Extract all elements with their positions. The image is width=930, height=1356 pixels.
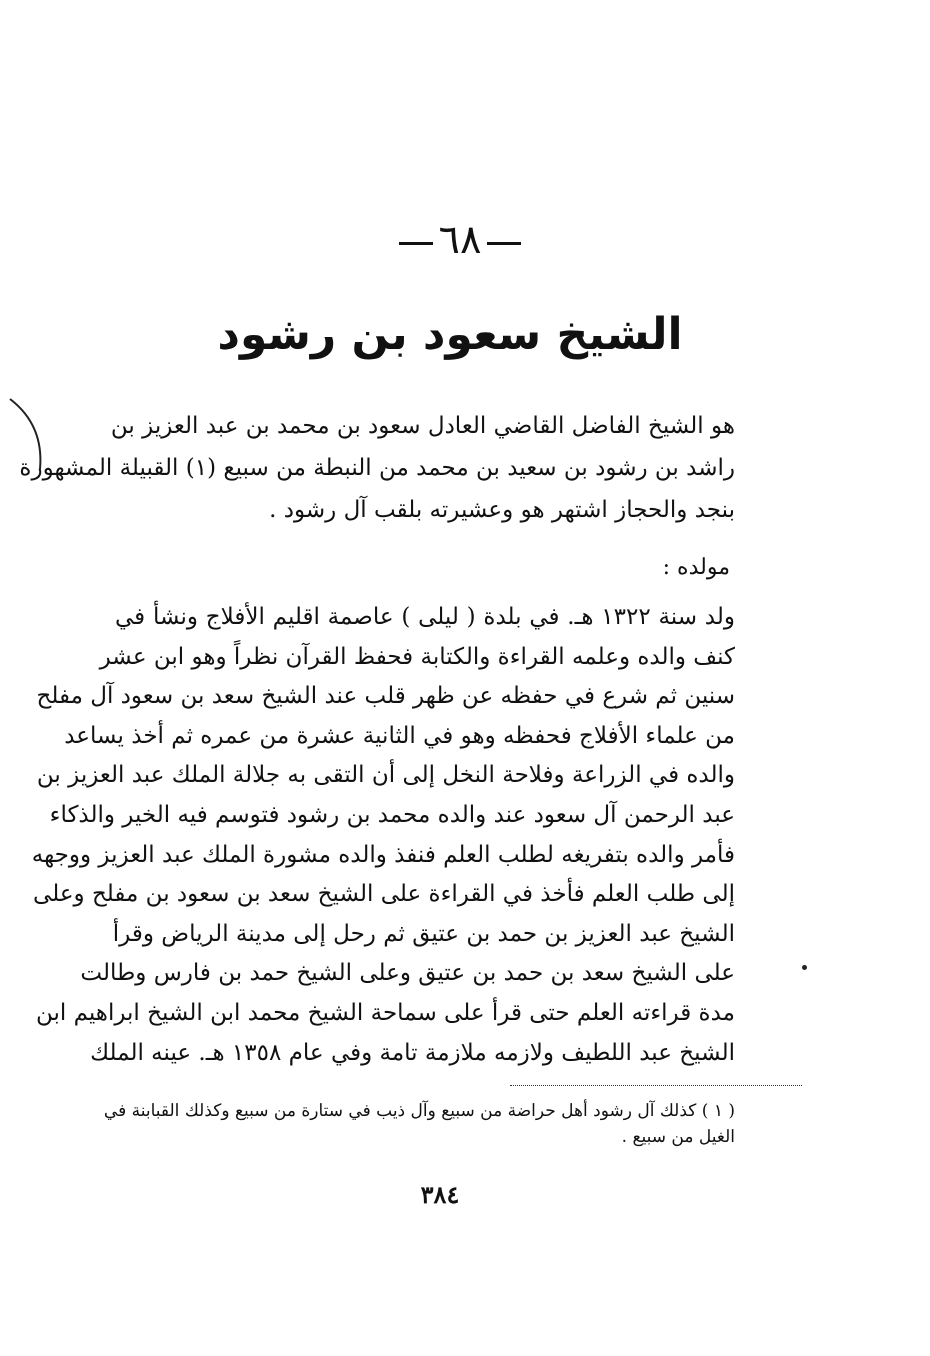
margin-dot bbox=[802, 965, 807, 970]
page-title: الشيخ سعود بن رشود bbox=[217, 309, 683, 360]
body-paragraph bbox=[31, 598, 735, 1073]
section-number-marker bbox=[360, 210, 560, 270]
left-dash bbox=[399, 242, 433, 245]
footnote-divider bbox=[510, 1085, 802, 1086]
footnote-line: ( ١ ) كذلك آل رشود أهل حراضة من سبيع وآل ذيب في ستارة من سبيع وكذلك القبابنة في bbox=[103, 1101, 735, 1121]
footnote bbox=[103, 1098, 735, 1150]
footnote-line: الغيل من سبيع . bbox=[621, 1127, 735, 1147]
body-line: فأمر والده بتفريغه لطلب العلم فنفذ والده مشورة الملك عبد العزيز ووجهه bbox=[31, 841, 735, 868]
section-subheading: مولده : bbox=[662, 555, 730, 580]
right-dash bbox=[487, 242, 521, 245]
page-number: ٣٨٤ bbox=[420, 1180, 460, 1209]
body-line: الشيخ عبد العزيز بن حمد بن عتيق ثم رحل إلى مدينة الرياض وقرأ bbox=[112, 920, 735, 947]
body-line: سنين ثم شرع في حفظه عن ظهر قلب عند الشيخ سعد بن سعود آل مفلح bbox=[36, 683, 735, 710]
body-line: كنف والده وعلمه القراءة والكتابة فحفظ القرآن نظراً وهو ابن عشر bbox=[99, 643, 735, 670]
body-line: والده في الزراعة وفلاحة النخل إلى أن التقى به جلالة الملك عبد العزيز بن bbox=[36, 762, 735, 789]
body-line: الشيخ عبد اللطيف ولازمه ملازمة تامة وفي عام ١٣٥٨ هـ. عينه الملك bbox=[90, 1039, 735, 1066]
intro-line: بنجد والحجاز اشتهر هو وعشيرته بلقب آل رشود . bbox=[269, 497, 735, 523]
body-line: على الشيخ سعد بن حمد بن عتيق وعلى الشيخ حمد بن فارس وطالت bbox=[80, 960, 735, 987]
body-line: مدة قراءته العلم حتى قرأ على سماحة الشيخ محمد ابن الشيخ ابراهيم ابن bbox=[35, 999, 735, 1026]
intro-line: راشد بن رشود بن سعيد بن محمد من النبطة من سبيع (١) القبيلة المشهورة bbox=[19, 455, 735, 481]
intro-line: هو الشيخ الفاضل القاضي العادل سعود بن محمد بن عبد العزيز بن bbox=[110, 413, 735, 439]
body-line: ولد سنة ١٣٢٢ هـ. في بلدة ( ليلى ) عاصمة اقليم الأفلاج ونشأ في bbox=[115, 604, 735, 630]
body-line: إلى طلب العلم فأخذ في القراءة على الشيخ سعد بن سعود بن مفلح وعلى bbox=[33, 881, 735, 908]
section-number: ٦٨ bbox=[438, 217, 482, 263]
body-line: عبد الرحمن آل سعود عند والده محمد بن رشود فتوسم فيه الخير والذكاء bbox=[49, 801, 735, 828]
intro-paragraph bbox=[19, 405, 735, 531]
body-line: من علماء الأفلاج فحفظه وهو في الثانية عشرة من عمره ثم أخذ يساعد bbox=[64, 722, 735, 749]
